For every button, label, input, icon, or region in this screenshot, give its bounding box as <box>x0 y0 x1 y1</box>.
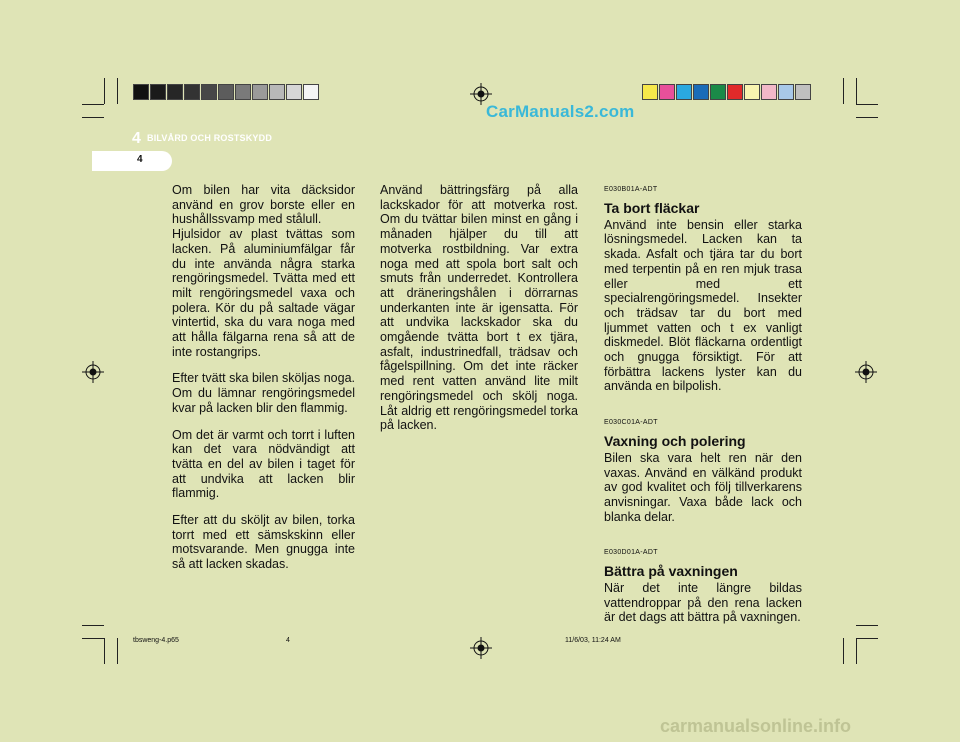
crop-mark <box>856 638 878 639</box>
color-swatch <box>252 84 268 100</box>
color-swatch <box>642 84 658 100</box>
text-column-1 <box>172 183 355 584</box>
paragraph: Efter tvätt ska bilen sköljas noga. Om du lämnar rengöringsmedel kvar på lacken blir den flammig. <box>172 371 355 415</box>
section-heading: Ta bort fläckar <box>604 199 700 216</box>
crop-mark <box>82 104 104 105</box>
chapter-title: BILVÅRD OCH ROSTSKYDD <box>147 133 273 143</box>
chapter-number: 4 <box>132 130 141 147</box>
color-swatch <box>201 84 217 100</box>
section-heading: Bättra på vaxningen <box>604 563 738 580</box>
footer-timestamp: 11/6/03, 11:24 AM <box>565 637 621 644</box>
paragraph: Efter att du sköljt av bilen, torka torrt med ett sämskskinn eller motsvarande. Men gnugga inte så att lacken skadas. <box>172 513 355 572</box>
color-swatch <box>235 84 251 100</box>
color-swatch <box>167 84 183 100</box>
color-swatch <box>761 84 777 100</box>
footer-page: 4 <box>286 637 290 644</box>
color-swatch <box>150 84 166 100</box>
crop-mark <box>856 625 878 626</box>
crop-mark <box>82 117 104 118</box>
crop-mark <box>104 638 105 664</box>
color-swatch <box>744 84 760 100</box>
section-code: E030B01A-ADT <box>604 186 658 193</box>
crop-mark <box>82 625 104 626</box>
grayscale-color-bar <box>133 84 320 100</box>
site-logo: CarManuals2.com <box>486 102 635 121</box>
crop-mark <box>104 78 105 104</box>
crop-mark <box>82 638 104 639</box>
crop-mark <box>856 78 857 104</box>
cmyk-color-bar <box>642 84 812 100</box>
color-swatch <box>133 84 149 100</box>
registration-target-icon <box>470 637 492 659</box>
color-swatch <box>269 84 285 100</box>
page-number: 4 <box>137 154 143 165</box>
footer-filename: tbsweng-4.p65 <box>133 637 179 644</box>
crop-mark <box>117 78 118 104</box>
crop-mark <box>843 638 844 664</box>
color-swatch <box>303 84 319 100</box>
color-swatch <box>778 84 794 100</box>
paragraph: Hjulsidor av plast tvättas som lacken. På aluminiumfälgar får du inte använda några starka rengöringsmedel. Tvätta med ett milt rengöringsmedel vaxa och polera. Kör du på saltade vägar vintertid, ska du vara noga med att hålla fälgarna rena så att de inte rostangrips. <box>172 227 355 359</box>
crop-mark <box>843 78 844 104</box>
color-swatch <box>727 84 743 100</box>
color-swatch <box>286 84 302 100</box>
paragraph: Om det är varmt och torrt i luften kan det vara nödvändigt att tvätta en del av bilen i taget för att undvika att lacken blir flammig. <box>172 427 355 501</box>
crop-mark <box>117 638 118 664</box>
color-swatch <box>710 84 726 100</box>
text-column-3 <box>604 183 802 637</box>
section-code: E030C01A-ADT <box>604 419 658 427</box>
page-number-tab <box>92 151 172 171</box>
paragraph: Använd inte bensin eller starka lösningsmedel. Lacken kan ta skada. Asfalt och tjära tar du bort med terpentin på en ren mjuk trasa eller med ett specialrengöringsmedel. Insekter och trädsav tar du bort med ljummet vatten och t ex vanligt diskmedel. Blöt fläckarna ordentligt och gnugga försiktigt. För att förbättra lackens lyster kan du använda en bilpolish. <box>604 217 802 394</box>
section-battra-vaxningen <box>604 546 802 625</box>
color-swatch <box>693 84 709 100</box>
section-heading: Vaxning och polering <box>604 432 746 449</box>
section-vaxning <box>604 416 802 524</box>
registration-target-icon <box>855 361 877 383</box>
color-swatch <box>676 84 692 100</box>
color-swatch <box>218 84 234 100</box>
text-column-2 <box>380 183 578 445</box>
section-ta-bort-flackar <box>604 183 802 394</box>
color-swatch <box>795 84 811 100</box>
color-swatch <box>659 84 675 100</box>
crop-mark <box>856 104 878 105</box>
paragraph: Använd bättringsfärg på alla lackskador för att motverka rost. Om du tvättar bilen minst en gång i månaden hjälper du till att motverka rostbildning. Var extra noga med att spola bort salt och smuts från underredet. Kontrollera att dräneringshålen i dörrarnas underkanten inte är igensatta. För att undvika lackskador ska du omgående tvätta bort t ex tjära, asfalt, industrinedfall, trädsav och fågelspillning. Om det inte räcker med rent vatten använd lite milt rengöringsmedel och skölj noga. Låt aldrig ett rengöringsmedel torka på lacken. <box>380 183 578 433</box>
section-code: E030D01A-ADT <box>604 549 658 557</box>
color-swatch <box>184 84 200 100</box>
paragraph: När det inte längre bildas vattendroppar på den rena lacken är det dags att bättra på vaxningen. <box>604 581 802 625</box>
paragraph: Om bilen har vita däcksidor använd en grov borste eller en hushållssvamp med stålull. <box>172 183 355 227</box>
paragraph: Bilen ska vara helt ren när den vaxas. Använd en välkänd produkt av god kvalitet och följ tillverkarens anvisningar. Vaxa både lack och blanka delar. <box>604 450 802 524</box>
watermark: carmanualsonline.info <box>660 716 852 736</box>
crop-mark <box>856 638 857 664</box>
crop-mark <box>856 117 878 118</box>
registration-target-icon <box>82 361 104 383</box>
